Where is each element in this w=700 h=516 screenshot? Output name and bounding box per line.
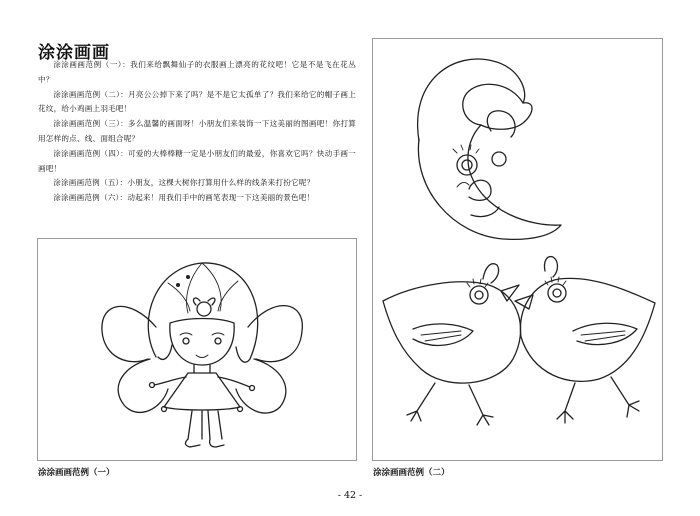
moon-chicks-illustration-frame (372, 38, 663, 461)
moon-chicks-line-drawing (373, 39, 664, 462)
caption-right: 涂涂画画范例（二） (373, 468, 450, 478)
paragraph-4: 涂涂画画范例（四）：可爱的大棒棒糖一定是小朋友们的最爱，你喜欢它吗？快动手画一画吧！ (38, 148, 356, 173)
fairy-line-drawing (38, 239, 358, 462)
instruction-paragraphs (38, 58, 356, 206)
fairy-illustration-frame (37, 238, 357, 461)
paragraph-2: 涂涂画画范例（二）：月亮公公掉下来了吗？是不是它太孤单了？我们来给它的帽子画上花纹，给小鸡画上羽毛吧！ (38, 89, 356, 114)
paragraph-6: 涂涂画画范例（六）：动起来！用我们手中的画笔表现一下这美丽的景色吧！ (53, 193, 315, 203)
caption-left: 涂涂画画范例（一） (38, 468, 115, 478)
page-title: 涂涂画画 (38, 43, 110, 63)
page-number: - 42 - (337, 490, 363, 501)
paragraph-5: 涂涂画画范例（五）：小朋友，这棵大树你打算用什么样的线条来打扮它呢？ (53, 178, 315, 188)
paragraph-1: 涂涂画画范例（一）：我们来给飘舞仙子的衣服画上漂亮的花纹吧！它是不是飞在花丛中？ (38, 60, 356, 84)
paragraph-3: 涂涂画画范例（三）：多么温馨的画面呀！小朋友们来装饰一下这美丽的图画吧！你打算用怎样的点、线、面组合呢？ (38, 119, 356, 143)
